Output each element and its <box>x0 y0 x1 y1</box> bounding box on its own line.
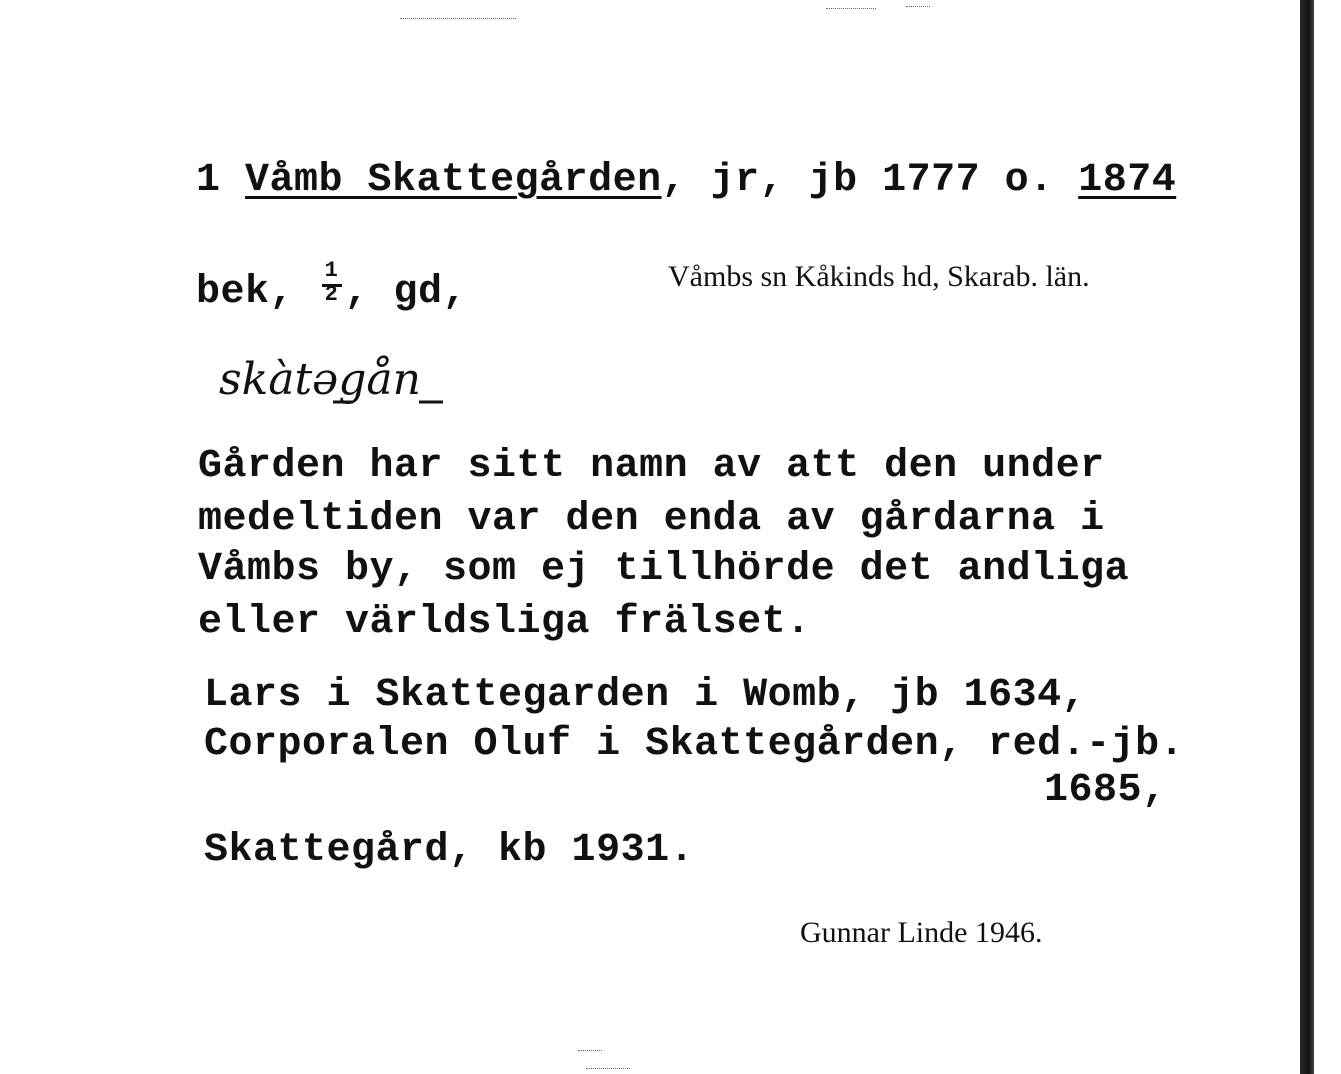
description-line-2: medeltiden var den enda av gårdarna i <box>198 497 1105 542</box>
farm-name: Våmb Skattegården <box>245 158 662 203</box>
record-line-1: Lars i Skattegarden i Womb, jb 1634, <box>204 673 1087 718</box>
description-line-4: eller världsliga frälset. <box>198 600 811 645</box>
record-line-3: 1685, <box>1044 768 1167 813</box>
card-edge-shadow <box>1300 0 1314 1074</box>
entry-number: 1 <box>196 158 221 203</box>
handwritten-pronunciation <box>215 350 515 420</box>
pronunciation-text: skàtəgån <box>219 354 421 405</box>
ownership-suffix: , gd, <box>344 270 468 315</box>
dust-speck <box>586 1068 630 1070</box>
description-line-1: Gården har sitt namn av att den under <box>198 444 1105 489</box>
fraction-numerator: 1 <box>324 258 339 283</box>
dust-speck <box>826 8 876 10</box>
half-fraction <box>319 258 345 308</box>
ownership-line <box>196 258 468 315</box>
heading-year: 1874 <box>1078 158 1177 203</box>
dust-speck <box>906 6 930 8</box>
kb-record: Skattegård, kb 1931. <box>204 828 695 873</box>
parish-location: Våmbs sn Kåkinds hd, Skarab. län. <box>668 260 1090 293</box>
author-signature: Gunnar Linde 1946. <box>800 916 1043 949</box>
heading-details: , jr, jb 1777 o. <box>661 158 1079 203</box>
fraction-denominator: 2 <box>324 282 339 307</box>
card-heading <box>196 158 1176 203</box>
record-line-2: Corporalen Oluf i Skattegården, red.-jb. <box>204 722 1185 767</box>
dust-speck <box>400 18 516 20</box>
ownership-prefix: bek, <box>196 270 319 315</box>
description-line-3: Våmbs by, som ej tillhörde det andliga <box>198 547 1130 592</box>
dust-speck <box>578 1050 602 1052</box>
